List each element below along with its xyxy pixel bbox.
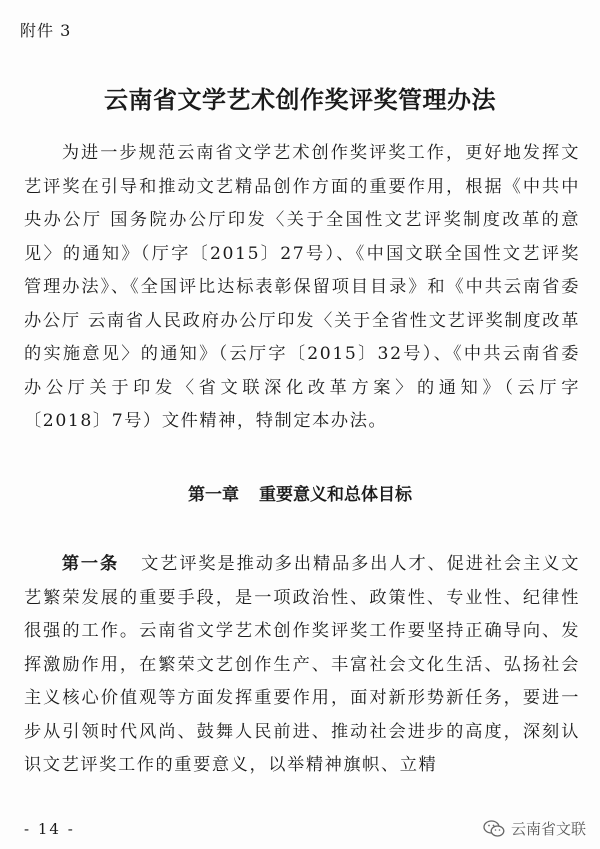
document-title: 云南省文学艺术创作奖评奖管理办法 [104, 86, 496, 114]
article-label: 第一条 [61, 554, 120, 574]
attachment-label: 附件 3 [20, 21, 72, 40]
wechat-icon [483, 820, 505, 838]
intro-paragraph: 为进一步规范云南省文学艺术创作奖评奖工作，更好地发挥文艺评奖在引导和推动文艺精品创作方面的重要作用，根据《中共中央办公厅 国务院办公厅印发〈关于全国性文艺评奖制度改革的意见〉的通知》（厅字〔2015〕27号）、《中国文联全国性文艺评奖管理办法》、《全国评比达标表彰保留项目目录》和《中共云南省委办公厅 云南省人民政府办公厅印发〈关于全省性文艺评奖制度改革的实施意见〉的通知》（云厅字〔2015〕32号）、《中共云南省委办公厅关于印发〈省文联深化改革方案〉的通知》（云厅字〔2018〕7号）文件精神，特制定本办法。 [24, 143, 580, 431]
wechat-watermark [483, 818, 586, 839]
article-paragraph [24, 548, 580, 783]
watermark-text: 云南省文联 [510, 820, 586, 838]
chapter-heading: 第一章 重要意义和总体目标 [188, 485, 412, 505]
article-text: 文艺评奖是推动多出精品多出人才、促进社会主义文艺繁荣发展的重要手段，是一项政治性、政策性、专业性、纪律性很强的工作。云南省文学艺术创作奖评奖工作要坚持正确导向、发挥激励作用，在繁荣文艺创作生产、丰富社会文化生活、弘扬社会主义核心价值观等方面发挥重要作用，面对新形势新任务，要进一步从引领时代风尚、鼓舞人民前进、推动社会进步的高度，深刻认识文艺评奖工作的重要意义，以举精神旗帜、立精 [24, 554, 580, 775]
page-number: - 14 - [24, 820, 75, 838]
